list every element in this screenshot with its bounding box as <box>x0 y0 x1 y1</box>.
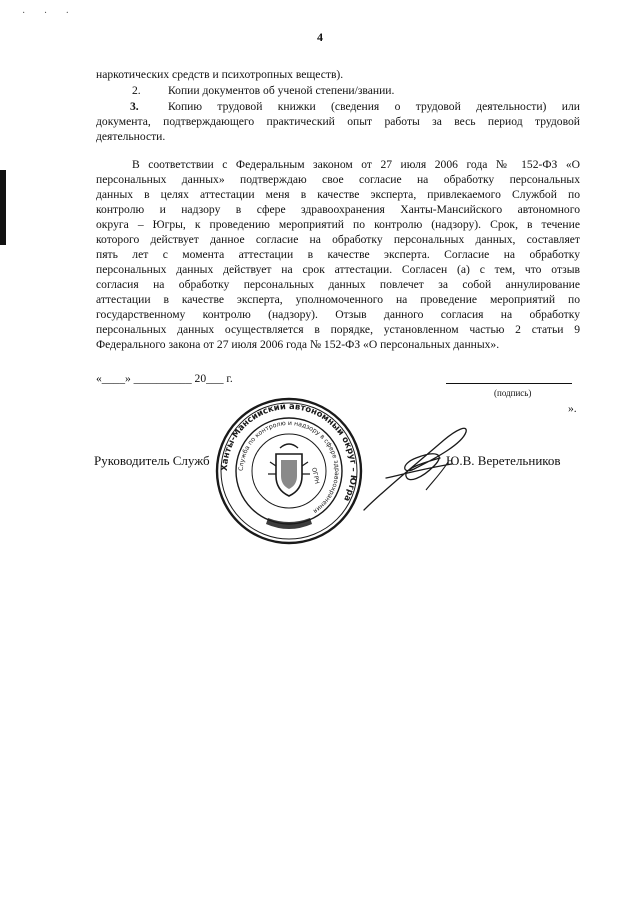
scan-artifact-dots: · · · <box>22 8 77 19</box>
seal-center-text: ОГРН <box>310 466 321 485</box>
handwritten-signature <box>356 418 486 518</box>
consent-line: которого действует данное согласие на обработку персональных данных, составляет <box>96 233 580 246</box>
coat-of-arms-icon <box>268 444 310 496</box>
closing-quote: ». <box>568 402 577 415</box>
list-item-text: деятельности. <box>96 130 166 143</box>
seal-inner-text: Служба по контролю и надзору в сфере здравоохранения <box>237 419 341 515</box>
consent-line: персональных данных» подтверждаю свое согласие на обработку персональных <box>96 173 580 186</box>
consent-line: пять лет с момента аттестации в качестве эксперта. Согласие на обработку <box>96 248 580 261</box>
list-item-number: 2. <box>132 84 141 97</box>
continuation-line: наркотических средств и психотропных веществ). <box>96 68 344 81</box>
consent-line: данных в целях аттестации меня в качестве эксперта, привлекаемого Службой по <box>96 188 580 201</box>
consent-line: государственному контролю (надзору). Отзыв данного согласия на обработку <box>96 308 580 321</box>
list-item-text: документа, подтверждающего практический опыт работы за весь период трудовой <box>96 115 580 128</box>
signature-line <box>446 383 572 384</box>
list-item-number: 3. <box>130 100 139 113</box>
consent-line: персональных данных осуществляется в порядке, установленном частью 2 статьи 9 <box>96 323 580 336</box>
signature-caption: (подпись) <box>494 388 532 398</box>
consent-line: Федерального закона от 27 июля 2006 года № 152-ФЗ «О персональных данных». <box>96 338 500 351</box>
date-field: «____» __________ 20___ г. <box>96 372 233 385</box>
page-number: 4 <box>317 30 323 44</box>
consent-line: В соответствии с Федеральным законом от 27 июля 2006 года № 152-ФЗ «О <box>132 158 580 171</box>
consent-line: согласия на обработку персональных данных повлечет за собой аннулирование <box>96 278 580 291</box>
consent-line: контролю и надзору в сфере здравоохранения Ханты-Мансийского автономного <box>96 203 580 216</box>
list-item-text: Копию трудовой книжки (сведения о трудовой деятельности) или <box>168 100 580 113</box>
signer-name: Ю.В. Веретельников <box>446 453 561 468</box>
consent-line: персональных данных действует на срок аттестации. Согласен (а) с тем, что отзыв <box>96 263 580 276</box>
official-seal <box>214 396 364 546</box>
consent-line: аттестации в качестве эксперта, уполномоченного на проведение мероприятий по <box>96 293 580 306</box>
signer-title: Руководитель Служб <box>94 453 210 468</box>
scan-edge-mark <box>0 170 6 245</box>
list-item-text: Копии документов об ученой степени/звании. <box>168 84 395 97</box>
consent-line: округа – Югры, к проведению мероприятий по контролю (надзору). Срок, в течение <box>96 218 580 231</box>
seal-outer-text: Ханты-Мансийский автономный округ – Югра <box>219 401 359 503</box>
